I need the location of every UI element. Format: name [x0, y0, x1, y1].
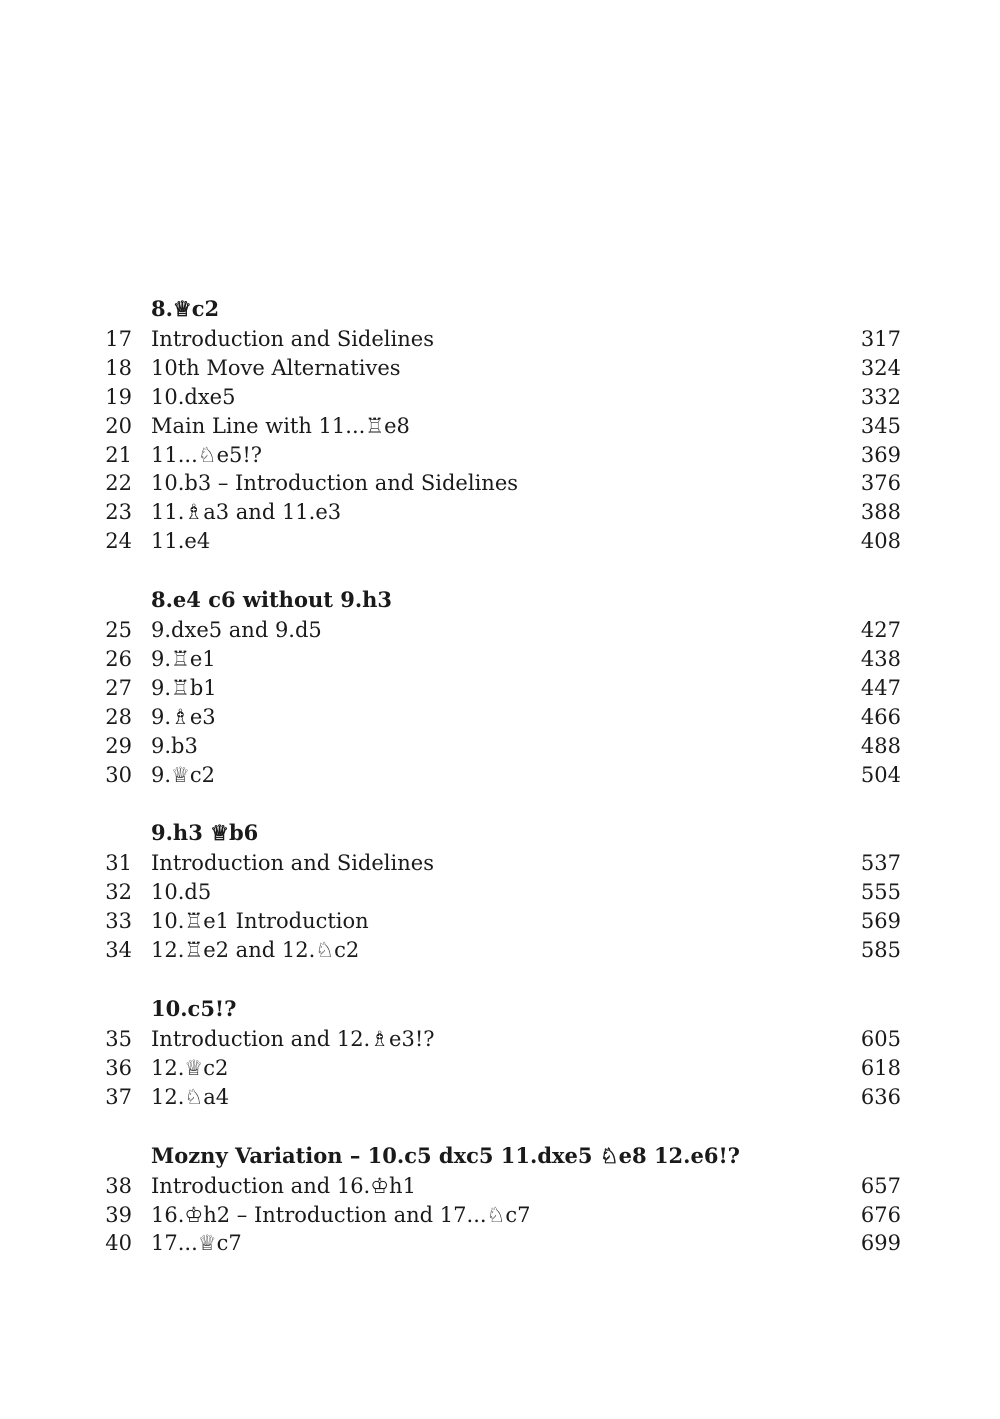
- toc-entry[interactable]: [0, 1201, 1000, 1230]
- page-number: 504: [860, 762, 901, 787]
- toc-entry[interactable]: [0, 703, 1000, 732]
- chapter-number: 36: [105, 1055, 132, 1080]
- page-number: 657: [860, 1173, 901, 1198]
- page-number: 376: [860, 471, 901, 496]
- page-number: 555: [860, 880, 901, 905]
- toc-section: [0, 993, 1000, 1112]
- toc-entry[interactable]: [0, 1083, 1000, 1112]
- page-number: 636: [860, 1084, 901, 1109]
- chapter-number: 30: [105, 762, 132, 787]
- page-number: 699: [860, 1231, 901, 1256]
- chapter-number: 40: [105, 1231, 132, 1256]
- toc-entry[interactable]: [0, 907, 1000, 936]
- toc-entry[interactable]: [0, 412, 1000, 441]
- chapter-title: 11.♗a3 and 11.e3: [151, 500, 342, 525]
- chapter-number: 17: [105, 327, 132, 351]
- toc-entry[interactable]: [0, 1025, 1000, 1054]
- toc-entry[interactable]: [0, 441, 1000, 470]
- toc-entry[interactable]: [0, 936, 1000, 965]
- toc-section: [0, 1140, 1000, 1259]
- chapter-title: 10.d5: [151, 880, 212, 905]
- section-title: 9.h3 ♕b6: [151, 820, 259, 846]
- chapter-title: 9.♕c2: [151, 762, 215, 787]
- page-number: 317: [860, 327, 901, 351]
- page-number: 569: [860, 909, 901, 934]
- page-number: 388: [860, 500, 901, 525]
- chapter-title: 17...♕c7: [151, 1231, 242, 1256]
- page-number: 605: [860, 1027, 901, 1052]
- chapter-title: 10.♖e1 Introduction: [151, 909, 369, 934]
- toc-entry[interactable]: [0, 761, 1000, 790]
- page-number: 332: [860, 384, 901, 409]
- page-number: 345: [860, 413, 901, 438]
- chapter-title: 10th Move Alternatives: [151, 355, 401, 380]
- toc-entry[interactable]: [0, 527, 1000, 556]
- page-number: 324: [860, 355, 901, 380]
- toc-section: [0, 293, 1000, 556]
- section-title: 8.♕c2: [151, 296, 220, 321]
- toc-entry[interactable]: [0, 325, 1000, 354]
- chapter-number: 21: [105, 442, 132, 467]
- chapter-title: 10.b3 – Introduction and Sidelines: [151, 471, 519, 496]
- chapter-number: 34: [105, 938, 132, 963]
- chapter-title: 9.b3: [151, 733, 198, 758]
- page-number: 488: [860, 733, 901, 758]
- page-number: 427: [860, 618, 901, 643]
- toc-entry[interactable]: [0, 732, 1000, 761]
- chapter-number: 35: [105, 1027, 132, 1052]
- chapter-number: 20: [105, 413, 132, 438]
- chapter-title: 10.dxe5: [151, 384, 236, 409]
- chapter-number: 33: [105, 909, 132, 934]
- toc-entry[interactable]: [0, 383, 1000, 412]
- chapter-title: Introduction and Sidelines: [151, 327, 434, 351]
- page-number: 618: [860, 1055, 901, 1080]
- chapter-number: 39: [105, 1202, 132, 1227]
- chapter-number: 28: [105, 704, 132, 729]
- chapter-number: 38: [105, 1173, 132, 1198]
- chapter-title: 9.dxe5 and 9.d5: [151, 618, 322, 643]
- chapter-number: 24: [105, 529, 132, 554]
- toc-entry[interactable]: [0, 354, 1000, 383]
- chapter-number: 32: [105, 880, 132, 905]
- chapter-title: Introduction and Sidelines: [151, 851, 434, 876]
- toc-entry[interactable]: [0, 1054, 1000, 1083]
- chapter-title: 9.♖e1: [151, 647, 216, 672]
- page-number: 676: [860, 1202, 901, 1227]
- chapter-title: 11.e4: [151, 529, 211, 554]
- page-number: 537: [860, 851, 901, 876]
- chapter-number: 23: [105, 500, 132, 525]
- chapter-title: 9.♗e3: [151, 704, 216, 729]
- chapter-title: Introduction and 16.♔h1: [151, 1173, 416, 1198]
- chapter-number: 26: [105, 647, 132, 672]
- chapter-title: 12.♖e2 and 12.♘c2: [151, 938, 360, 963]
- chapter-title: 9.♖b1: [151, 675, 217, 700]
- toc-entry[interactable]: [0, 469, 1000, 498]
- toc-section: [0, 584, 1000, 789]
- chapter-title: 11...♘e5!?: [151, 442, 263, 467]
- chapter-number: 22: [105, 471, 132, 496]
- toc-entry[interactable]: [0, 878, 1000, 907]
- toc-entry[interactable]: [0, 849, 1000, 878]
- table-of-contents: [0, 293, 1000, 1286]
- toc-entry[interactable]: [0, 645, 1000, 674]
- toc-section: [0, 817, 1000, 965]
- chapter-number: 31: [105, 851, 132, 876]
- chapter-number: 37: [105, 1084, 132, 1109]
- chapter-number: 29: [105, 733, 132, 758]
- page-number: 466: [860, 704, 901, 729]
- section-title: Mozny Variation – 10.c5 dxc5 11.dxe5 ♘e8 12.e6!?: [151, 1142, 740, 1168]
- page-number: 369: [860, 442, 901, 467]
- chapter-number: 25: [105, 618, 132, 643]
- chapter-title: 16.♔h2 – Introduction and 17...♘c7: [151, 1202, 531, 1227]
- page-number: 408: [860, 529, 901, 554]
- chapter-title: 12.♕c2: [151, 1055, 229, 1080]
- toc-entry[interactable]: [0, 616, 1000, 645]
- chapter-number: 27: [105, 675, 132, 700]
- toc-entry[interactable]: [0, 674, 1000, 703]
- section-title: 8.e4 c6 without 9.h3: [151, 587, 393, 613]
- section-title: 10.c5!?: [151, 996, 237, 1022]
- chapter-number: 18: [105, 355, 132, 380]
- chapter-title: Main Line with 11...♖e8: [151, 413, 410, 438]
- page-number: 585: [860, 938, 901, 963]
- toc-entry[interactable]: [0, 1229, 1000, 1258]
- toc-entry[interactable]: [0, 498, 1000, 527]
- page-number: 438: [860, 647, 901, 672]
- page-number: 447: [860, 675, 901, 700]
- chapter-number: 19: [105, 384, 132, 409]
- chapter-title: 12.♘a4: [151, 1084, 230, 1109]
- chapter-title: Introduction and 12.♗e3!?: [151, 1027, 435, 1052]
- toc-entry[interactable]: [0, 1172, 1000, 1201]
